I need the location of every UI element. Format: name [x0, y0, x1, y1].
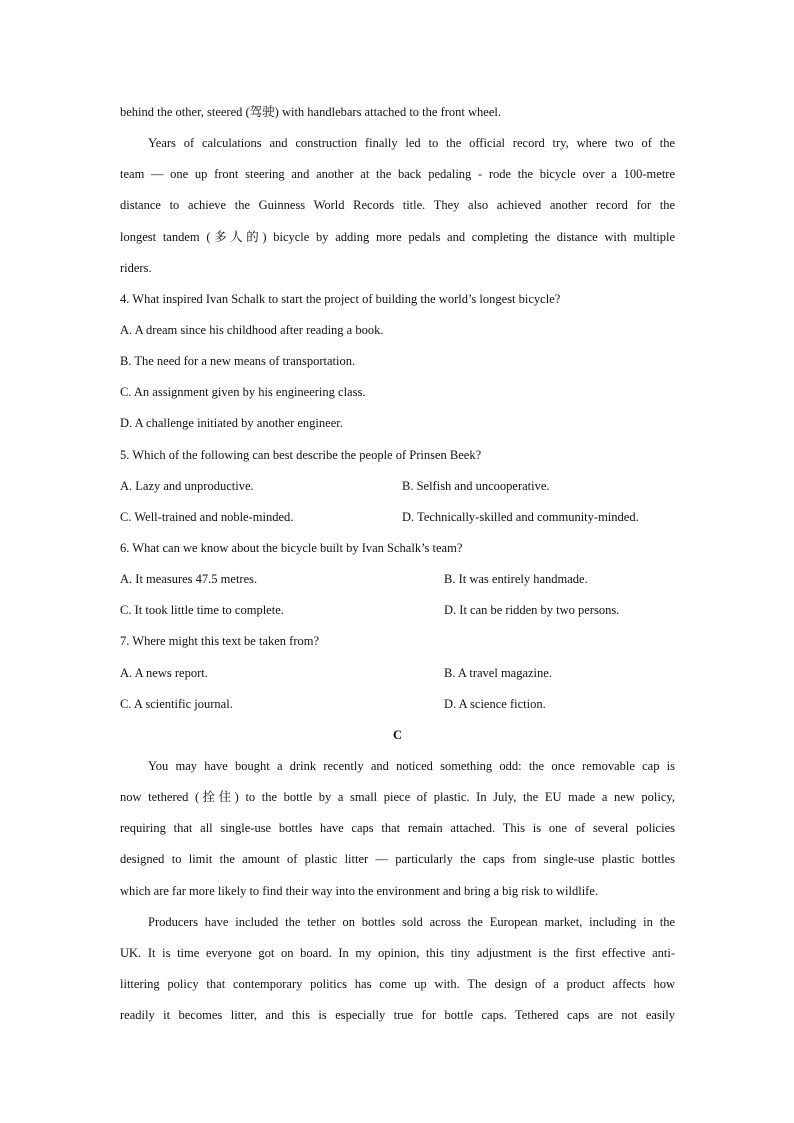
answer-option: D. A challenge initiated by another engineer.: [120, 416, 343, 431]
answer-option: B. It was entirely handmade.: [444, 572, 588, 587]
answer-option: C. Well-trained and noble-minded.: [120, 509, 294, 524]
option-row: [120, 689, 675, 720]
answer-option: B. Selfish and uncooperative.: [402, 478, 550, 493]
passage-c-line: which are far more likely to find their way into the environment and bring a big risk to wildlife.: [120, 883, 598, 898]
section-heading: C: [392, 727, 403, 742]
option-row: [120, 595, 675, 626]
option-row: [120, 471, 675, 502]
answer-option: D. Technically-skilled and community-minded.: [402, 509, 639, 524]
answer-option: C. A scientific journal.: [120, 696, 233, 711]
question-stem: 7. Where might this text be taken from?: [120, 634, 320, 649]
answer-option: A. A news report.: [120, 665, 208, 680]
answer-option: D. It can be ridden by two persons.: [444, 603, 620, 618]
passage-c-line: requiring that all single-use bottles have caps that remain attached. This is one of several policies: [120, 821, 675, 836]
option-row: [120, 564, 675, 595]
passage-b-line: Years of calculations and construction finally led to the official record try, where two of the: [148, 136, 675, 151]
answer-option: C. An assignment given by his engineering class.: [120, 385, 366, 400]
page-content: [120, 97, 675, 1031]
passage-c-line: littering policy that contemporary politics has come up with. The design of a product affects how: [120, 976, 675, 991]
passage-c-line: UK. It is time everyone got on board. In my opinion, this tiny adjustment is the first effective anti-: [120, 945, 675, 960]
passage-c-line: readily it becomes litter, and this is especially true for bottle caps. Tethered caps are not easily: [120, 1008, 675, 1023]
answer-option: A. It measures 47.5 metres.: [120, 572, 258, 587]
question-stem: 5. Which of the following can best describe the people of Prinsen Beek?: [120, 447, 482, 462]
answer-option: D. A science fiction.: [444, 696, 546, 711]
answer-option: C. It took little time to complete.: [120, 603, 284, 618]
option-row: [120, 658, 675, 689]
passage-b-line: riders.: [120, 260, 152, 275]
passage-b-line: distance to achieve the Guinness World Records title. They also achieved another record for the: [120, 198, 675, 213]
passage-c-line: Producers have included the tether on bottles sold across the European market, including in the: [148, 914, 675, 929]
question-stem: 4. What inspired Ivan Schalk to start the project of building the world’s longest bicycle?: [120, 291, 561, 306]
answer-option: B. A travel magazine.: [444, 665, 552, 680]
answer-option: B. The need for a new means of transportation.: [120, 354, 356, 369]
passage-c-line: You may have bought a drink recently and noticed something odd: the once removable cap is: [148, 758, 675, 773]
passage-c-line: now tethered (拴住) to the bottle by a small piece of plastic. In July, the EU made a new policy,: [120, 790, 675, 805]
passage-b-line: team — one up front steering and another at the back pedaling - rode the bicycle over a 100-metre: [120, 167, 675, 182]
answer-option: A. A dream since his childhood after reading a book.: [120, 322, 384, 337]
passage-b-line: longest tandem (多人的) bicycle by adding more pedals and completing the distance with multiple: [120, 229, 675, 244]
question-stem: 6. What can we know about the bicycle built by Ivan Schalk’s team?: [120, 540, 463, 555]
option-row: [120, 502, 675, 533]
passage-c-line: designed to limit the amount of plastic litter — particularly the caps from single-use plastic bottles: [120, 852, 675, 867]
passage-b-line: behind the other, steered (驾驶) with handlebars attached to the front wheel.: [120, 105, 501, 119]
answer-option: A. Lazy and unproductive.: [120, 478, 254, 493]
